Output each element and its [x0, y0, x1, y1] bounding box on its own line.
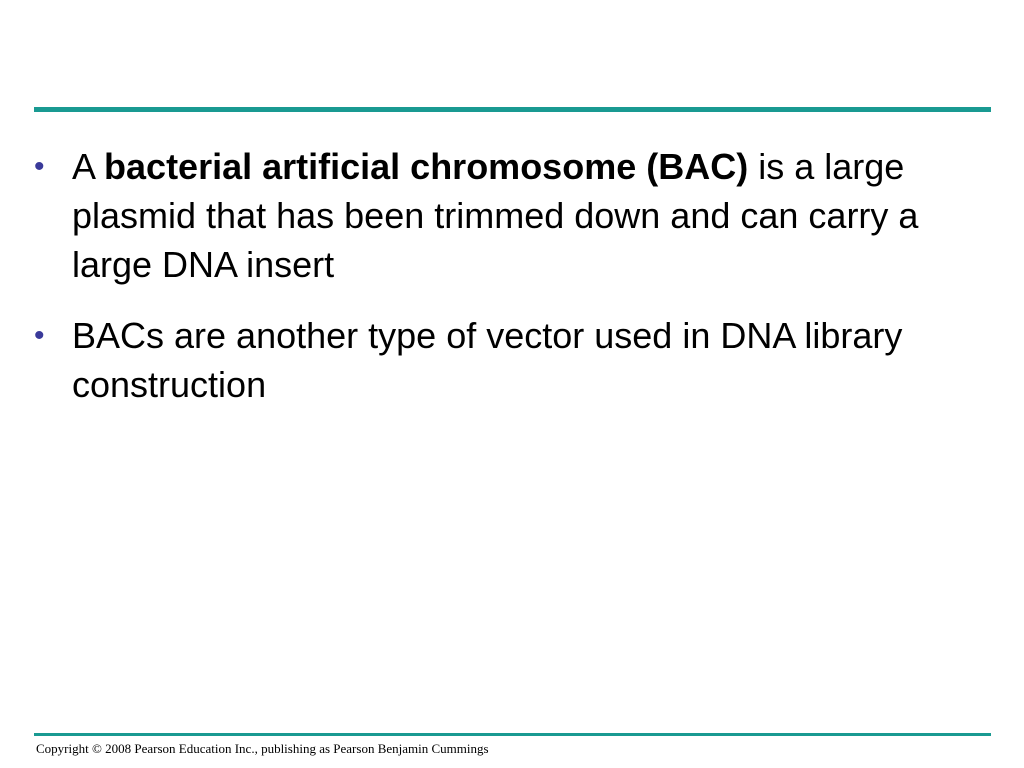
bullet-list: [34, 142, 984, 431]
bullet-item-bac-definition: [34, 142, 984, 289]
bullet-text-prefix: A: [72, 146, 105, 187]
bullet-marker-icon: •: [34, 319, 45, 352]
top-divider-rule: [34, 107, 991, 112]
bottom-divider-rule: [34, 733, 991, 736]
bullet-item-bac-vector-use: [34, 311, 984, 409]
bullet-bold-term: bacterial artificial chromosome (BAC): [104, 146, 749, 187]
bullet-text-suffix: is a large plasmid that has been trimmed down and can carry a large DNA insert: [72, 146, 919, 285]
bullet-marker-icon: •: [34, 150, 45, 183]
copyright-footer: Copyright © 2008 Pearson Education Inc., publishing as Pearson Benjamin Cummings: [36, 741, 489, 756]
bullet-text: BACs are another type of vector used in DNA library construction: [72, 315, 903, 405]
